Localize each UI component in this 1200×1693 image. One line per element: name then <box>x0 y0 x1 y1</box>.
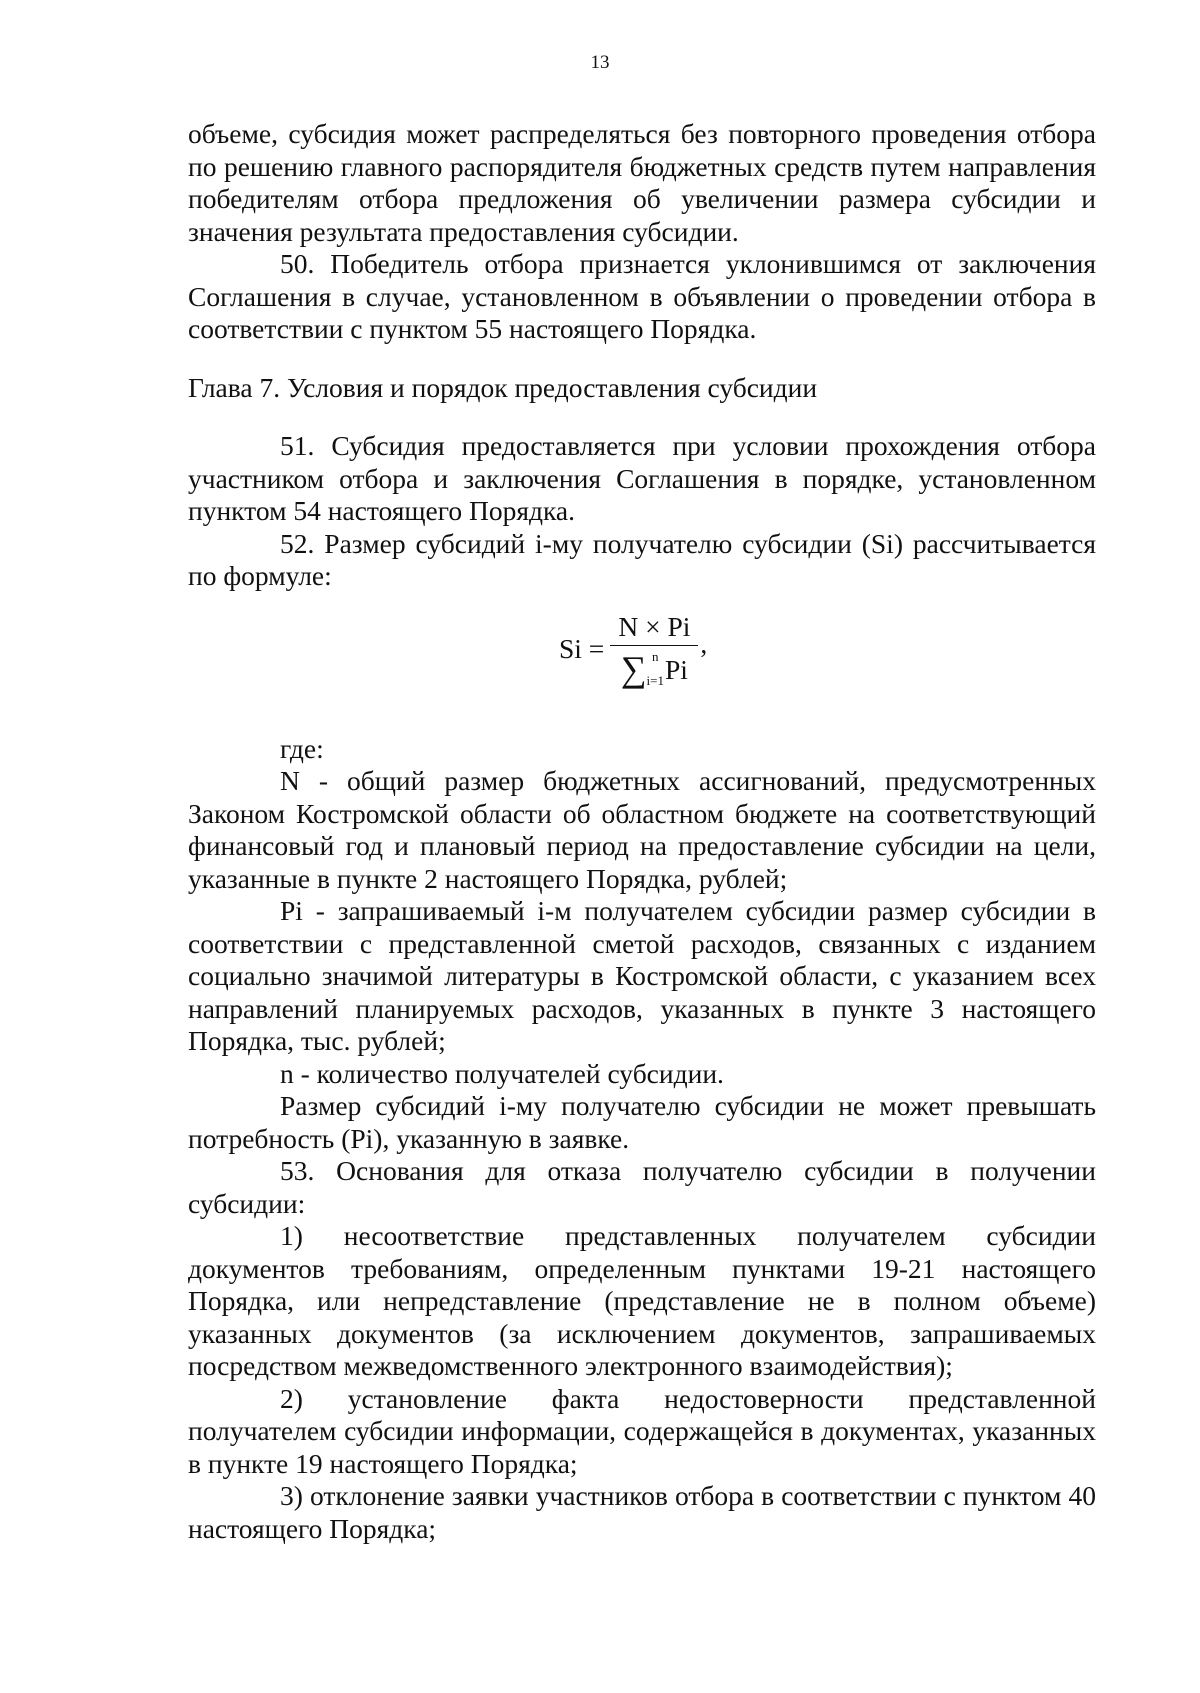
formula-fraction <box>610 611 698 689</box>
paragraph-52: 52. Размер субсидий i-му получателю субсидии (Si) рассчитывается по формуле: <box>188 527 1096 591</box>
sum-lower-limit: i=1 <box>646 673 664 688</box>
definition-n-total: N - общий размер бюджетных ассигнований, предусмотренных Законом Костромской области об областном бюджете на соответствующий финансовый год и плановый период на предоставление субсидии на цели, указанные в пункте 2 настоящего Порядка, рублей; <box>188 765 1096 894</box>
paragraph-50: 50. Победитель отбора признается уклонившимся от заключения Соглашения в случае, установленном в объявлении о проведении отбора в соответствии с пунктом 55 настоящего Порядка. <box>188 248 1096 344</box>
sum-limits <box>646 649 664 688</box>
page-number: 13 <box>590 52 610 73</box>
sigma-symbol: ∑ <box>620 649 647 689</box>
denominator-term: Pi <box>664 654 688 685</box>
paragraph-51: 51. Субсидия предоставляется при условии прохождения отбора участником отбора и заключения Соглашения в порядке, установленном пунктом 54 настоящего Порядка. <box>188 430 1096 526</box>
formula-comma: , <box>700 628 708 659</box>
list-item-1: 1) несоответствие представленных получателем субсидии документов требованиям, определенным пунктами 19-21 настоящего Порядка, или непредставление (представление не в полном объеме) указанных документов (за исключением документов, запрашиваемых посредством межведомственного электронного взаимодействия); <box>188 1220 1096 1381</box>
definition-pi: Pi - запрашиваемый i-м получателем субсидии размер субсидии в соответствии с представленной сметой расходов, связанных с изданием социально значимой литературы в Костромской области, с указанием всех направлений планируемых расходов, указанных в пункте 3 настоящего Порядка, тыс. рублей; <box>188 895 1096 1056</box>
where-label: где: <box>280 732 324 764</box>
subsidy-formula <box>559 611 707 689</box>
paragraph-continuation: объеме, субсидия может распределяться без повторного проведения отбора по решению главного распорядителя бюджетных средств путем направления победителям отбора предложения об увеличении размера субсидии и значения результата предоставления субсидии. <box>188 118 1096 247</box>
formula-numerator: N × Pi <box>618 610 691 642</box>
formula-block <box>188 601 1096 719</box>
formula-denominator <box>617 646 692 688</box>
sum-upper-limit: n <box>651 649 659 664</box>
document-body <box>188 118 1096 1545</box>
formula-lhs: Si = <box>559 633 605 664</box>
chapter-heading: Глава 7. Условия и порядок предоставления субсидии <box>188 371 818 403</box>
limit-note: Размер субсидий i-му получателю субсидии не может превышать потребность (Pi), указанную в заявке. <box>188 1090 1096 1154</box>
list-item-3: 3) отклонение заявки участников отбора в соответствии с пунктом 40 настоящего Порядка; <box>188 1480 1096 1544</box>
definition-n-count: n - количество получателей субсидии. <box>280 1057 724 1089</box>
paragraph-53: 53. Основания для отказа получателю субсидии в получении субсидии: <box>188 1155 1096 1219</box>
list-item-2: 2) установление факта недостоверности представленной получателем субсидии информации, содержащейся в документах, указанных в пункте 19 настоящего Порядка; <box>188 1382 1096 1479</box>
